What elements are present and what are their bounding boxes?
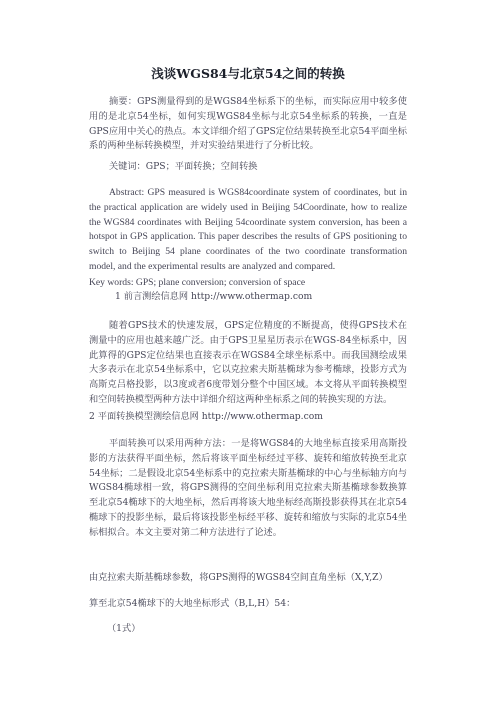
- keywords-chinese: 关键词：GPS；平面转换；空间转换: [109, 161, 258, 172]
- abstract-english: Abstract: GPS measured is WGS84coordinate system of coordinates, but in the practical application are widely used in Beijing 54Coordinate, how to realize the WGS84 coordinates with Beijing 54coordinate system conversion, has been a hotspot in GPS application. This paper describes the results of GPS positioning to switch to Beijing 54 plane coordinates of the two coordinate transformation model, and the experimental results are analyzed and compared.: [89, 187, 407, 272]
- paper-title: 浅谈WGS84与北京54之间的转换: [151, 66, 345, 81]
- section-heading-introduction: 1 前言测绘信息网 http://www.othermap.com: [115, 291, 313, 302]
- keywords-english: Key words: GPS; plane conversion; conversion of space: [89, 277, 306, 288]
- abstract-chinese: 摘要：GPS测量得到的是WGS84坐标系下的坐标，而实际应用中较多使用的是北京54坐标，如何实现WGS84坐标与北京54坐标系的转换，一直是GPS应用中关心的热点。本文详细介绍了GPS定位结果转换至北京54平面坐标系的两种坐标转换模型，并对实验结果进行了分析比较。: [89, 96, 407, 152]
- paragraph-introduction: 随着GPS技术的快速发展，GPS定位精度的不断提高，使得GPS技术在测量中的应用也越来越广泛。由于GPS卫星星历表示在WGS-84坐标系中，因此算得的GPS定位结果也直接表示在WGS84全球坐标系中。而我国测绘成果大多表示在北京54坐标系中，它以克拉索夫斯基椭球为参考椭球，投影方式为高斯克吕格投影，以3度或者6度带划分整个中国区域。本文将从平面转换模型和空间转换模型两种方法中详细介绍这两种坐标系之间的转换实现的方法。: [89, 320, 407, 405]
- paragraph-conversion-line-2: 算至北京54椭球下的大地坐标形式（B,L,H）54：: [89, 598, 296, 609]
- paragraph-conversion-line-1: 由克拉索夫斯基椭球参数，将GPS测得的WGS84空间直角坐标（X,Y,Z）: [89, 572, 388, 583]
- formula-label: （1式）: [107, 623, 141, 634]
- paragraph-plane-model: 平面转换可以采用两种方法：一是将WGS84的大地坐标直接采用高斯投影的方法获得平面坐标，然后将该平面坐标经过平移、旋转和缩放转换至北京54坐标；二是假设北京54坐标系中的克拉索夫斯基椭球的中心与坐标轴方向与WGS84椭球相一致，将GPS测得的空间坐标利用克拉索夫斯基椭球参数换算至北京54椭球下的大地坐标，然后再将该大地坐标经高斯投影获得其在北京54椭球下的投影坐标，最后将该投影坐标经平移、旋转和缩放与实际的北京54坐标相拟合。本文主要对第二种方法进行了论述。: [89, 438, 407, 538]
- section-heading-plane-model: 2 平面转换模型测绘信息网 http://www.othermap.com: [89, 411, 323, 422]
